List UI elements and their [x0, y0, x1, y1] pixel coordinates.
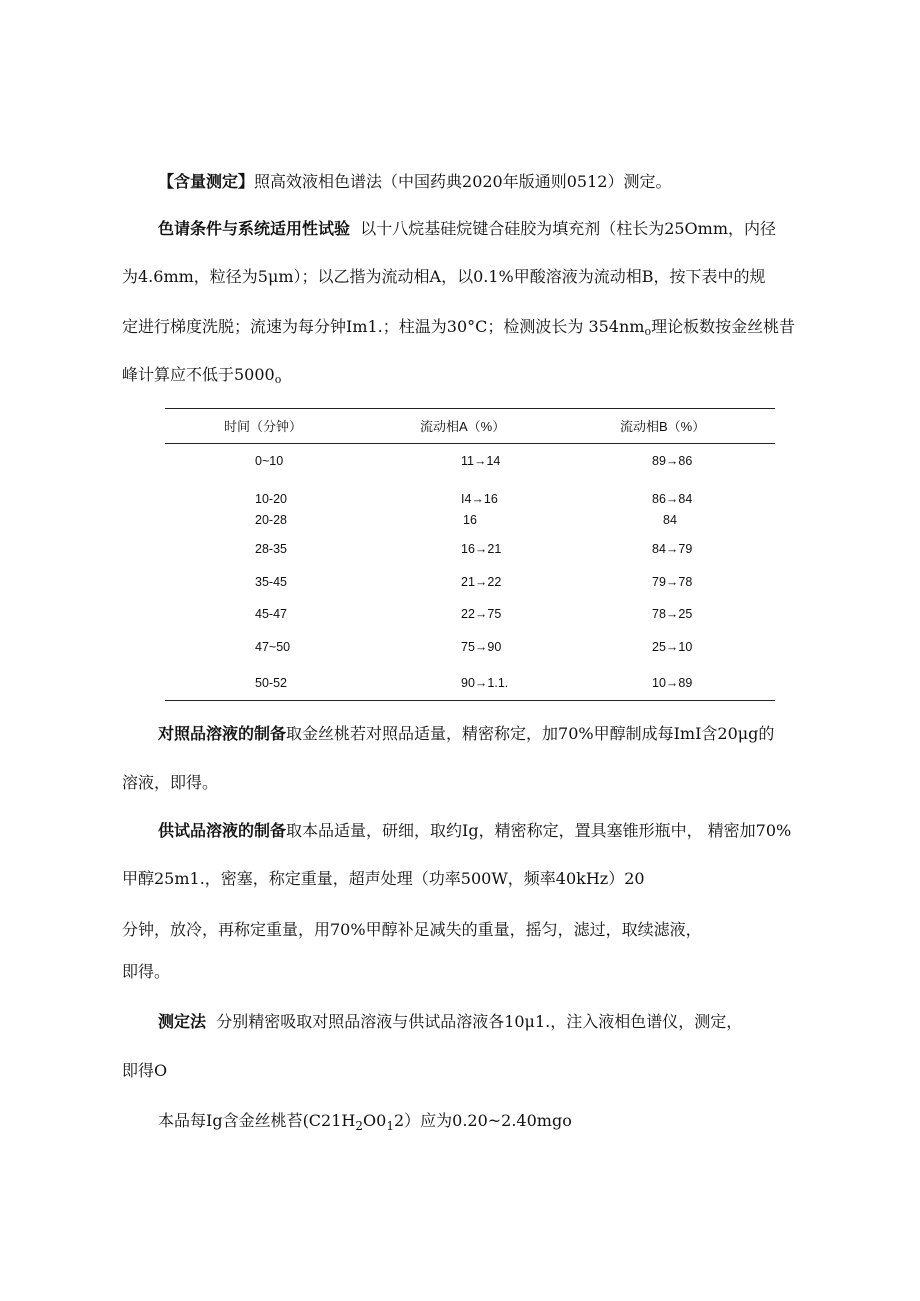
method-title: 测定法 [158, 1012, 207, 1031]
header-phase-a: 流动相A（%） [420, 419, 506, 434]
table-bottom-rule [165, 700, 775, 701]
sample-line-2: 甲醇25m1.，密塞，称定重量，超声处理（功率500W，频率40kHz）20 [122, 869, 645, 888]
table-header-rule [165, 443, 775, 444]
sample-line-3: 分钟，放冷，再称定重量，用70%甲醇补足减失的重量，摇匀，滤过，取续滤液， [122, 920, 702, 939]
sample-line-4: 即得。 [122, 962, 171, 981]
method-line-2: 即得O [122, 1061, 168, 1080]
reference-title: 对照品溶液的制备 [158, 724, 287, 743]
reference-line-2: 溶液，即得。 [122, 773, 219, 792]
assay-paragraph [158, 172, 671, 192]
conditions-line-4: 峰计算应不低于$5000_o$ [122, 365, 282, 386]
method-line-1: 测定法 分别精密吸取对照品溶液与供试品溶液各10μ1.，注入液相色谱仪，测定， [158, 1012, 743, 1031]
header-time: 时间（分钟） [224, 419, 303, 434]
conditions-line-1: 色请条件与系统适用性试验 以十八烷基硅烷键合硅胶为填充剂（柱长为25Omm，内径 [158, 219, 777, 238]
conditions-title: 色请条件与系统适用性试验 [158, 219, 351, 238]
limit-line: 本品每Ig含金丝桃苔$(C21H_2O0_12)$应为0.20~2.40mgo [158, 1111, 572, 1133]
conditions-line-3: 定进行梯度洗脱；流速为每分钟Im1.；柱温为30°C；检测波长为 $354nm_o$理论板数按金丝桃昔 [122, 317, 796, 338]
assay-section-title: 【含量测定】 [158, 172, 255, 191]
sample-line-1: 供试品溶液的制备取本品适量，研细，取约Ig，精密称定，置具塞锥形瓶中， 精密加70% [158, 821, 792, 840]
assay-text: 照高效液相色谱法（中国药典2020年版通则0512）测定。 [254, 172, 672, 191]
reference-line-1: 对照品溶液的制备取金丝桃若对照品适量，精密称定，加70%甲醇制成每ImI含20μg的 [158, 724, 775, 743]
header-phase-b: 流动相B（%） [620, 419, 706, 434]
conditions-line-2: 为4.6mm，粒径为5μm）；以乙揩为流动相A，以0.1%甲酸溶液为流动相B，按下表中的规 [122, 267, 766, 286]
table-top-rule [165, 408, 775, 409]
sample-title: 供试品溶液的制备 [158, 821, 287, 840]
